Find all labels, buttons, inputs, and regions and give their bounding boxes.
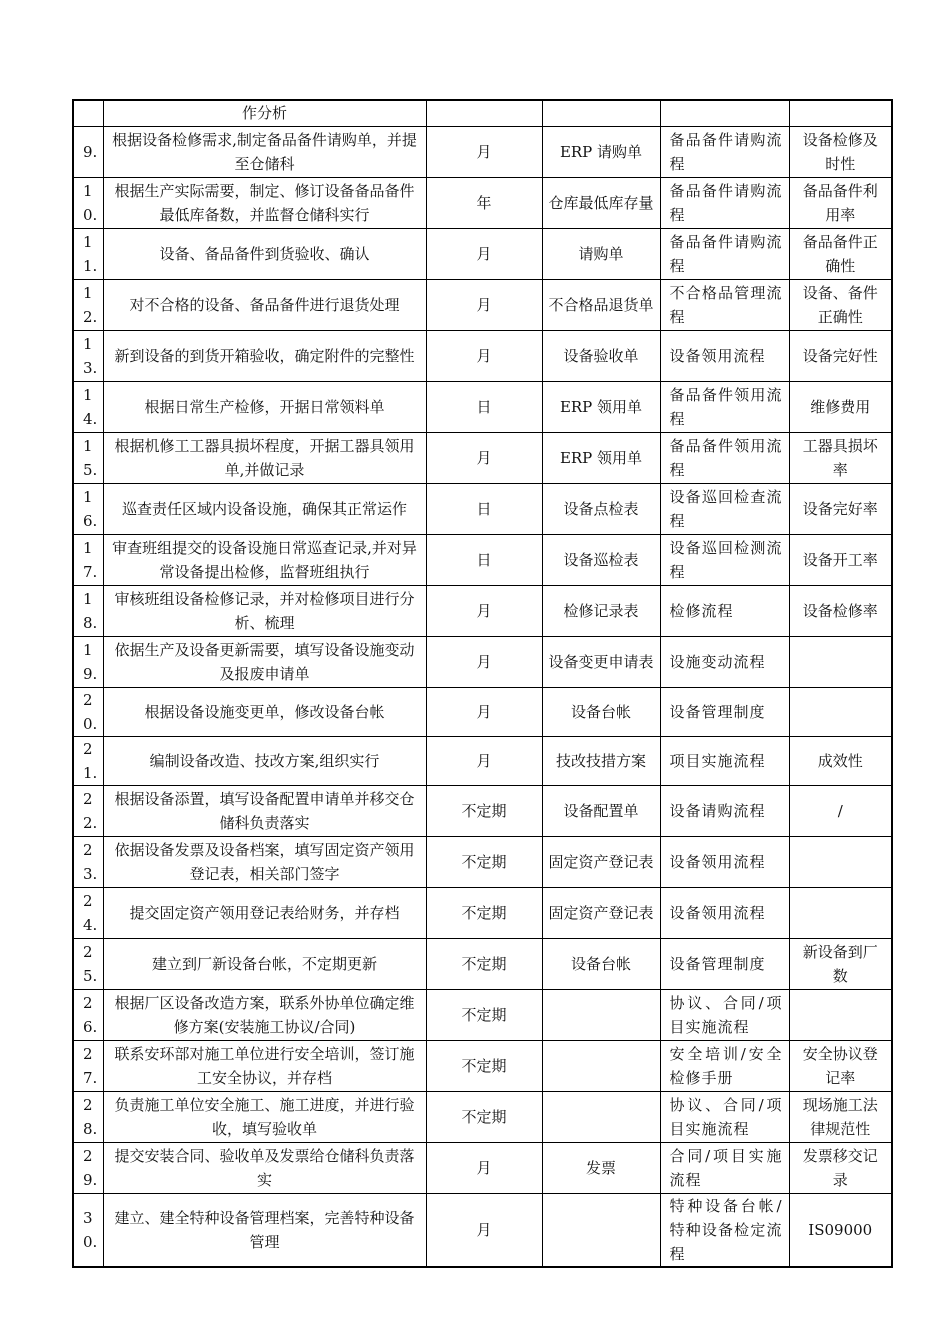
frequency-cell: 月 (426, 736, 542, 785)
row-number: 20. (73, 687, 103, 736)
row-number: 26. (73, 989, 103, 1040)
record-form-cell: 仓库最低库存量 (542, 177, 660, 228)
row-number: 18. (73, 585, 103, 636)
record-form-cell: 检修记录表 (542, 585, 660, 636)
process-flow-cell: 特种设备台帐/特种设备检定流程 (660, 1193, 789, 1267)
task-description: 对不合格的设备、备品备件进行退货处理 (103, 279, 426, 330)
kpi-cell: 设备检修率 (789, 585, 892, 636)
row-number: 9. (73, 126, 103, 177)
process-flow-cell: 备品备件请购流程 (660, 126, 789, 177)
record-form-cell: ERP 请购单 (542, 126, 660, 177)
frequency-cell: 日 (426, 381, 542, 432)
task-description: 根据生产实际需要，制定、修订设备备品备件最低库备数，并监督仓储科实行 (103, 177, 426, 228)
kpi-cell (789, 636, 892, 687)
task-description: 作分析 (103, 100, 426, 126)
task-description: 负责施工单位安全施工、施工进度，并进行验收，填写验收单 (103, 1091, 426, 1142)
record-form-cell: 设备变更申请表 (542, 636, 660, 687)
row-number (73, 100, 103, 126)
process-flow-cell: 设备管理制度 (660, 938, 789, 989)
row-number: 25. (73, 938, 103, 989)
row-number: 19. (73, 636, 103, 687)
frequency-cell: 不定期 (426, 785, 542, 836)
process-flow-cell: 备品备件领用流程 (660, 381, 789, 432)
kpi-cell: 备品备件利用率 (789, 177, 892, 228)
table-row (73, 836, 892, 887)
frequency-cell: 月 (426, 330, 542, 381)
kpi-cell: 设备、备件正确性 (789, 279, 892, 330)
frequency-cell: 月 (426, 126, 542, 177)
row-number: 22. (73, 785, 103, 836)
kpi-cell (789, 836, 892, 887)
task-description: 依据生产及设备更新需要，填写设备设施变动及报废申请单 (103, 636, 426, 687)
record-form-cell: 设备台帐 (542, 938, 660, 989)
kpi-cell (789, 100, 892, 126)
frequency-cell: 月 (426, 1193, 542, 1267)
task-description: 依据设备发票及设备档案，填写固定资产领用登记表，相关部门签字 (103, 836, 426, 887)
frequency-cell: 不定期 (426, 1091, 542, 1142)
frequency-cell: 不定期 (426, 887, 542, 938)
kpi-cell: 设备开工率 (789, 534, 892, 585)
row-number: 28. (73, 1091, 103, 1142)
process-flow-cell (660, 100, 789, 126)
table-row (73, 1040, 892, 1091)
task-description: 审核班组设备检修记录，并对检修项目进行分析、梳理 (103, 585, 426, 636)
frequency-cell: 月 (426, 432, 542, 483)
process-flow-cell: 设备领用流程 (660, 330, 789, 381)
kpi-cell: / (789, 785, 892, 836)
process-flow-cell: 设备领用流程 (660, 836, 789, 887)
task-description: 根据日常生产检修，开据日常领料单 (103, 381, 426, 432)
frequency-cell: 不定期 (426, 989, 542, 1040)
record-form-cell: 设备点检表 (542, 483, 660, 534)
process-flow-cell: 设备巡回检查流程 (660, 483, 789, 534)
record-form-cell (542, 100, 660, 126)
process-flow-cell: 备品备件领用流程 (660, 432, 789, 483)
frequency-cell: 月 (426, 228, 542, 279)
record-form-cell: 设备配置单 (542, 785, 660, 836)
table-row (73, 785, 892, 836)
record-form-cell: 不合格品退货单 (542, 279, 660, 330)
frequency-cell (426, 100, 542, 126)
row-number: 21. (73, 736, 103, 785)
frequency-cell: 不定期 (426, 836, 542, 887)
process-flow-cell: 设备请购流程 (660, 785, 789, 836)
kpi-cell: 现场施工法律规范性 (789, 1091, 892, 1142)
record-form-cell: 固定资产登记表 (542, 887, 660, 938)
table-body (73, 100, 892, 1267)
row-number: 13. (73, 330, 103, 381)
table-row (73, 177, 892, 228)
table-row (73, 989, 892, 1040)
row-number: 29. (73, 1142, 103, 1193)
record-form-cell (542, 1193, 660, 1267)
record-form-cell (542, 1091, 660, 1142)
record-form-cell: 技改技措方案 (542, 736, 660, 785)
task-description: 根据设备添置，填写设备配置申请单并移交仓储科负责落实 (103, 785, 426, 836)
process-flow-cell: 不合格品管理流程 (660, 279, 789, 330)
task-description: 根据设备检修需求,制定备品备件请购单，并提至仓储科 (103, 126, 426, 177)
record-form-cell (542, 1040, 660, 1091)
row-number: 30. (73, 1193, 103, 1267)
table-row (73, 585, 892, 636)
table-row (73, 636, 892, 687)
table-row (73, 279, 892, 330)
record-form-cell: 发票 (542, 1142, 660, 1193)
process-flow-cell: 备品备件请购流程 (660, 177, 789, 228)
process-flow-cell: 设备巡回检测流程 (660, 534, 789, 585)
record-form-cell: 固定资产登记表 (542, 836, 660, 887)
table-row (73, 432, 892, 483)
frequency-cell: 月 (426, 585, 542, 636)
kpi-cell: 新设备到厂数 (789, 938, 892, 989)
task-description: 设备、备品备件到货验收、确认 (103, 228, 426, 279)
kpi-cell: 工器具损坏率 (789, 432, 892, 483)
table-row (73, 534, 892, 585)
process-flow-cell: 设备领用流程 (660, 887, 789, 938)
table-row (73, 1091, 892, 1142)
record-form-cell: 设备台帐 (542, 687, 660, 736)
record-form-cell: 请购单 (542, 228, 660, 279)
row-number: 15. (73, 432, 103, 483)
task-description: 审查班组提交的设备设施日常巡查记录,并对异常设备提出检修，监督班组执行 (103, 534, 426, 585)
frequency-cell: 月 (426, 279, 542, 330)
record-form-cell: ERP 领用单 (542, 432, 660, 483)
task-description: 根据机修工工器具损坏程度，开据工器具领用单,并做记录 (103, 432, 426, 483)
table-row (73, 1142, 892, 1193)
kpi-cell: 备品备件正确性 (789, 228, 892, 279)
task-description: 建立到厂新设备台帐，不定期更新 (103, 938, 426, 989)
task-description: 提交固定资产领用登记表给财务，并存档 (103, 887, 426, 938)
kpi-cell (789, 687, 892, 736)
row-number: 11. (73, 228, 103, 279)
frequency-cell: 月 (426, 1142, 542, 1193)
frequency-cell: 年 (426, 177, 542, 228)
table-row (73, 330, 892, 381)
process-flow-cell: 设备管理制度 (660, 687, 789, 736)
process-flow-cell: 设施变动流程 (660, 636, 789, 687)
table-row (73, 736, 892, 785)
table-row (73, 381, 892, 432)
kpi-cell: 设备检修及时性 (789, 126, 892, 177)
task-description: 根据厂区设备改造方案，联系外协单位确定维修方案(安装施工协议/合同) (103, 989, 426, 1040)
kpi-cell: IS09000 (789, 1193, 892, 1267)
table-row (73, 483, 892, 534)
kpi-cell: 维修费用 (789, 381, 892, 432)
kpi-cell: 发票移交记录 (789, 1142, 892, 1193)
task-description: 根据设备设施变更单，修改设备台帐 (103, 687, 426, 736)
responsibility-table (72, 99, 893, 1268)
table-row (73, 687, 892, 736)
row-number: 23. (73, 836, 103, 887)
row-number: 16. (73, 483, 103, 534)
process-flow-cell: 合同/项目实施流程 (660, 1142, 789, 1193)
frequency-cell: 月 (426, 687, 542, 736)
process-flow-cell: 备品备件请购流程 (660, 228, 789, 279)
table-row (73, 126, 892, 177)
frequency-cell: 不定期 (426, 938, 542, 989)
frequency-cell: 月 (426, 636, 542, 687)
row-number: 12. (73, 279, 103, 330)
task-description: 编制设备改造、技改方案,组织实行 (103, 736, 426, 785)
row-number: 17. (73, 534, 103, 585)
kpi-cell: 设备完好性 (789, 330, 892, 381)
table-row (73, 887, 892, 938)
task-description: 联系安环部对施工单位进行安全培训，签订施工安全协议，并存档 (103, 1040, 426, 1091)
process-flow-cell: 检修流程 (660, 585, 789, 636)
process-flow-cell: 协议、合同/项目实施流程 (660, 989, 789, 1040)
record-form-cell: 设备验收单 (542, 330, 660, 381)
kpi-cell (789, 887, 892, 938)
task-description: 提交安装合同、验收单及发票给仓储科负责落实 (103, 1142, 426, 1193)
kpi-cell: 安全协议登记率 (789, 1040, 892, 1091)
record-form-cell: 设备巡检表 (542, 534, 660, 585)
task-description: 建立、建全特种设备管理档案，完善特种设备管理 (103, 1193, 426, 1267)
kpi-cell (789, 989, 892, 1040)
frequency-cell: 不定期 (426, 1040, 542, 1091)
kpi-cell: 设备完好率 (789, 483, 892, 534)
frequency-cell: 日 (426, 534, 542, 585)
row-number: 27. (73, 1040, 103, 1091)
table-row (73, 228, 892, 279)
row-number: 14. (73, 381, 103, 432)
kpi-cell: 成效性 (789, 736, 892, 785)
task-description: 新到设备的到货开箱验收，确定附件的完整性 (103, 330, 426, 381)
table-row (73, 938, 892, 989)
process-flow-cell: 协议、合同/项目实施流程 (660, 1091, 789, 1142)
record-form-cell: ERP 领用单 (542, 381, 660, 432)
record-form-cell (542, 989, 660, 1040)
frequency-cell: 日 (426, 483, 542, 534)
row-number: 24. (73, 887, 103, 938)
row-number: 10. (73, 177, 103, 228)
table-row (73, 100, 892, 126)
table-row (73, 1193, 892, 1267)
process-flow-cell: 项目实施流程 (660, 736, 789, 785)
process-flow-cell: 安全培训/安全检修手册 (660, 1040, 789, 1091)
task-description: 巡查责任区域内设备设施，确保其正常运作 (103, 483, 426, 534)
